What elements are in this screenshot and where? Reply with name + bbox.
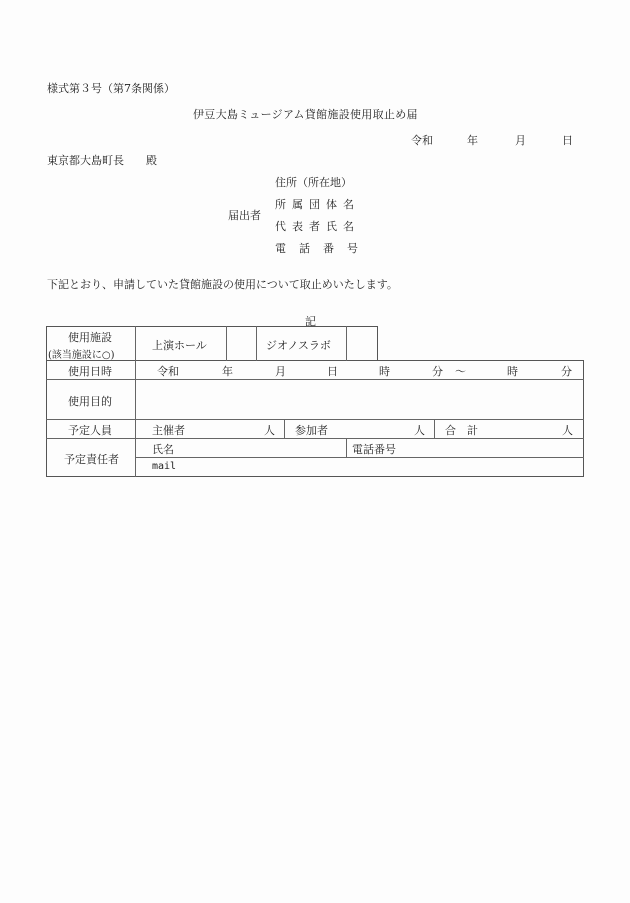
applicant-address-field: 住所（所在地） [275,176,352,189]
facility-label: 使用施設 [68,331,112,344]
total-label: 合 計 [445,424,478,437]
facility-option-hall: 上演ホール [152,339,207,352]
datetime-label: 使用日時 [68,365,112,378]
applicant-phone-field: 電話番号 [275,242,371,255]
total-unit: 人 [562,424,573,437]
datetime-hour-start: 時 [379,365,390,378]
addressee-name: 東京都大島町長 [47,154,124,167]
datetime-year: 年 [222,365,233,378]
ki-heading: 記 [305,315,316,328]
notice-text: 下記とおり、申請していた貸館施設の使用について取止めいたします。 [47,278,398,291]
applicant-label: 届出者 [228,209,261,222]
divider [256,326,257,361]
facility-check-hall[interactable] [227,327,256,360]
date-year: 年 [467,134,478,147]
purpose-field[interactable] [136,380,583,419]
divider [434,419,435,438]
facility-sublabel: (該当施設に○) [48,350,115,361]
host-unit: 人 [264,424,275,437]
date-era: 令和 [411,134,433,147]
divider [284,419,285,438]
datetime-minute-end: 分 [561,365,572,378]
datetime-era: 令和 [157,365,179,378]
honorific: 殿 [146,154,157,167]
document-title: 伊豆大島ミュージアム貸館施設使用取止め届 [193,108,418,121]
datetime-day: 日 [327,365,338,378]
responsible-label: 予定責任者 [64,453,119,466]
divider [46,419,584,420]
datetime-minute-start: 分 [432,365,443,378]
addressee [47,152,157,168]
attendees-label: 予定人員 [68,424,112,437]
facility-check-geolab[interactable] [347,327,377,360]
facility-option-geolab: ジオノスラボ [266,339,331,352]
date-month: 月 [515,134,526,147]
participants-unit: 人 [414,424,425,437]
participants-label: 参加者 [295,424,328,437]
divider [135,457,584,458]
responsible-phone-label: 電話番号 [352,443,396,456]
applicant-organization-field: 所属団体名 [275,198,360,211]
host-label: 主催者 [152,424,185,437]
divider [346,438,347,457]
purpose-label: 使用目的 [68,395,112,408]
divider [46,438,584,439]
date-day: 日 [562,134,573,147]
form-number: 様式第３号（第7条関係） [47,82,175,95]
datetime-tilde: ～ [455,365,466,378]
responsible-mail-label: mail [152,461,177,472]
datetime-hour-end: 時 [507,365,518,378]
responsible-name-label: 氏名 [152,443,174,456]
applicant-representative-field: 代表者氏名 [275,220,360,233]
datetime-month: 月 [275,365,286,378]
